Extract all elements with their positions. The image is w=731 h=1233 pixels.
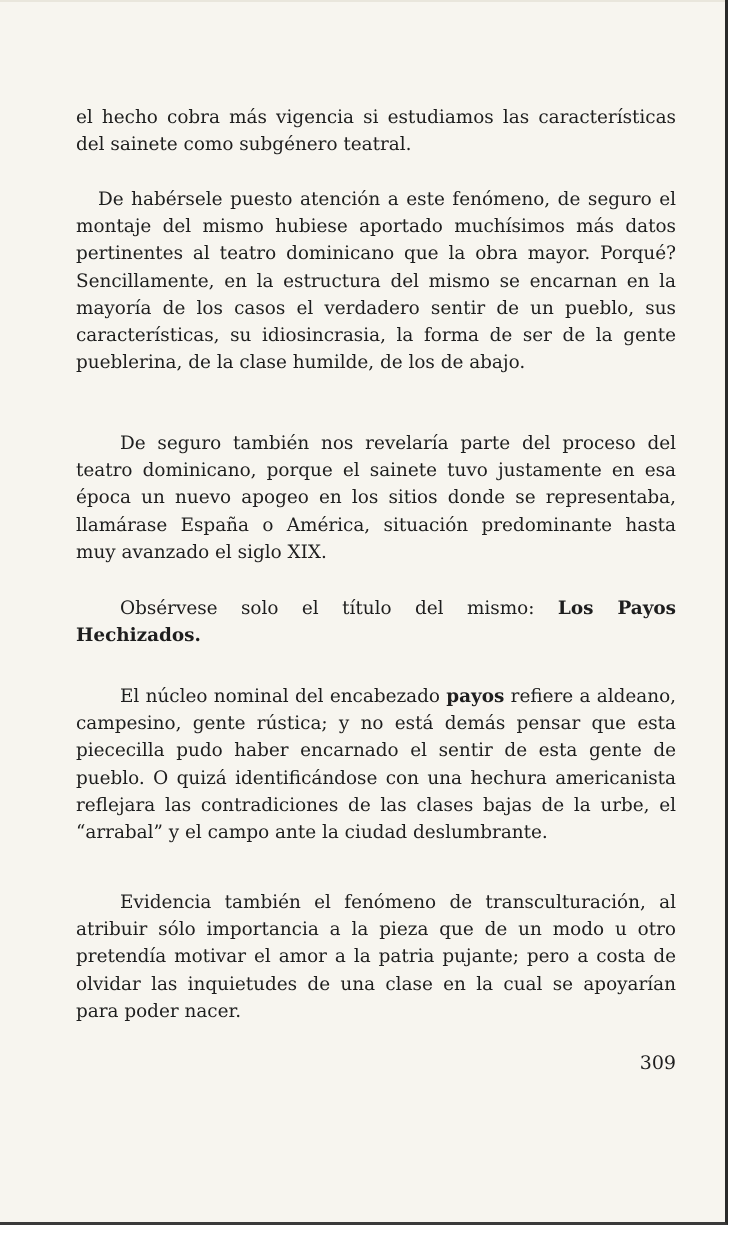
paragraph-4-text: Obsérvese solo el título del mismo: bbox=[120, 598, 558, 619]
play-title: Los Payos Hechizados. bbox=[76, 598, 676, 647]
keyword-payos: payos bbox=[446, 686, 505, 707]
paragraph-6-text: Evidencia también el fenómeno de transculturación, al atribuir sólo importancia a la pieza que de un modo u otro pretendía motivar el amor a la patria pujante; pero a costa de olvidar las inquietudes de una clase en la cual se apoyarían para poder nacer. bbox=[76, 892, 676, 1022]
paragraph-3 bbox=[76, 430, 676, 566]
paragraph-2 bbox=[76, 186, 676, 376]
paragraph-1-text: el hecho cobra más vigencia si estudiamos las características del sainete como subgénero teatral. bbox=[76, 107, 676, 156]
page-top-edge bbox=[0, 0, 728, 2]
paragraph-5-text-end: refiere a aldeano, campesino, gente rústica; y no está demás pensar que esta piececilla pudo haber encarnado el sentir de esta gente de pueblo. O quizá identificándose con una hechura americanista reflejara las contradiciones de las clases bajas de la urbe, el “arrabal” y el campo ante la ciudad deslumbrante. bbox=[76, 686, 676, 844]
paragraph-2-text: De habérsele puesto atención a este fenómeno, de seguro el montaje del mismo hubiese aportado muchísimos más datos pertinentes al teatro dominicano que la obra mayor. Porqué? Sencillamente, en la estructura del mismo se encarnan en la mayoría de los casos el verdadero sentir de un pueblo, sus características, su idiosincrasia, la forma de ser de la gente pueblerina, de la clase humilde, de los de abajo. bbox=[76, 189, 676, 374]
paragraph-5-text-start: El núcleo nominal del encabezado bbox=[120, 686, 447, 707]
paragraph-1 bbox=[76, 104, 676, 158]
page-number: 309 bbox=[639, 1052, 676, 1074]
paragraph-3-text: De seguro también nos revelaría parte del proceso del teatro dominicano, porque el sainete tuvo justamente en esa época un nuevo apogeo en los sitios donde se representaba, llamárase España o América, situación predominante hasta muy avanzado el siglo XIX. bbox=[76, 433, 676, 563]
paragraph-4 bbox=[76, 595, 676, 649]
paragraph-6 bbox=[76, 889, 676, 1025]
paragraph-5 bbox=[76, 683, 676, 846]
